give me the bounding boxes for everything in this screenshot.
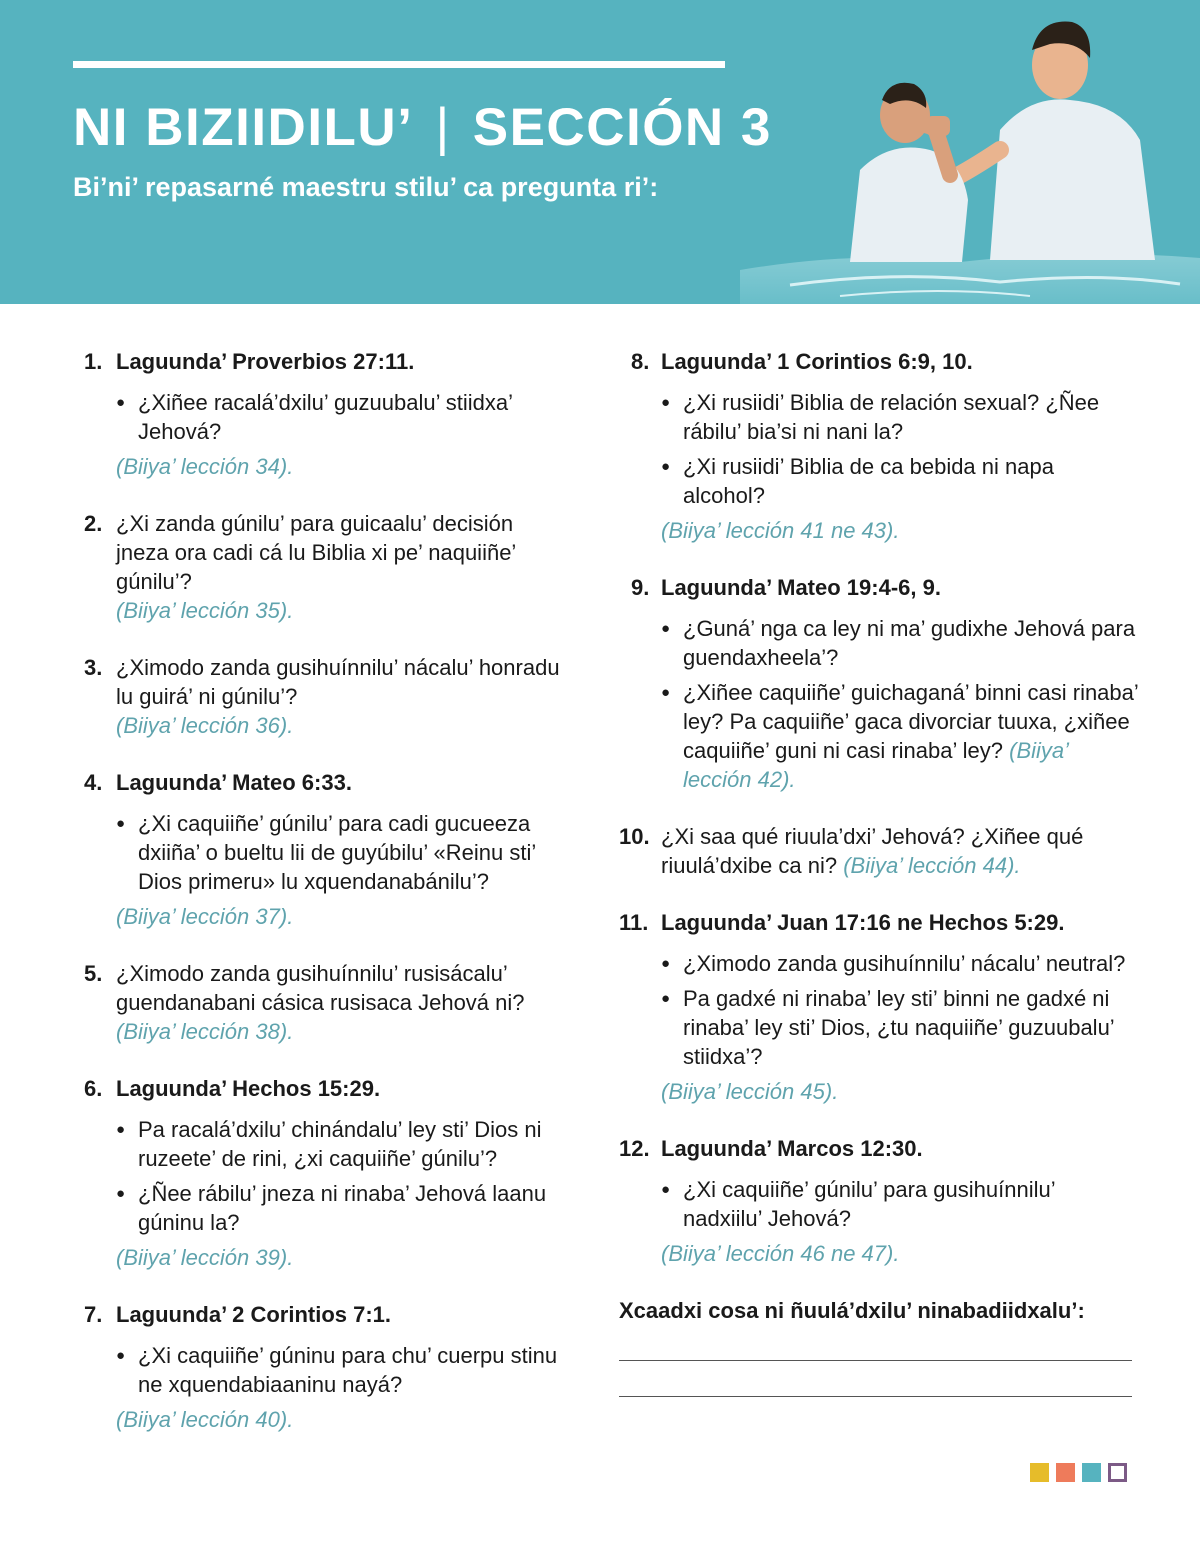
question-number: 7.: [84, 1302, 103, 1327]
question-7: [84, 1300, 564, 1434]
question-number: 10.: [619, 824, 650, 849]
notes-label: Xcaadxi cosa ni ñuulá’dxilu’ ninabadiidxalu’:: [619, 1298, 1085, 1323]
question-text: ¿Xi zanda gúnilu’ para guicaalu’ decisión jneza ora cadi cá lu Biblia xi pe’ naquiiñe’ gúnilu’?: [116, 511, 516, 594]
page-title: [73, 98, 772, 158]
bullet-list: [661, 1175, 1139, 1233]
orange-square: [1056, 1463, 1075, 1482]
bullet-list: [116, 1341, 564, 1399]
lesson-reference: (Biiya’ lección 42).: [683, 738, 1068, 792]
bullet-item: ● ¿Xi caquiiñe’ gúnilu’ para gusihuínnilu’ nadxiilu’ Jehová?: [661, 1175, 1139, 1233]
question-number: 8.: [631, 349, 650, 374]
header-banner: [0, 0, 1200, 304]
title-left: NI BIZIIDILU’: [73, 98, 414, 157]
question-number: 9.: [631, 575, 650, 600]
baptism-illustration: [700, 0, 1200, 304]
bullet-list: [116, 1115, 564, 1237]
question-2: [84, 509, 564, 625]
question-5: [84, 959, 564, 1046]
question-4: [84, 768, 564, 931]
question-number: 4.: [84, 770, 103, 795]
question-heading: Laguunda’ Marcos 12:30.: [661, 1136, 923, 1161]
teal-square: [1082, 1463, 1101, 1482]
question-number: 1.: [84, 349, 103, 374]
questions-right-column: [619, 347, 1139, 1397]
question-heading: Laguunda’ Proverbios 27:11.: [116, 349, 415, 374]
outlined-square: [1108, 1463, 1127, 1482]
bullet-item: ● Pa racalá’dxilu’ chinándalu’ ley sti’ Dios ni ruzeete’ de rini, ¿xi caquiiñe’ gúnilu’?: [116, 1115, 564, 1173]
bullet-list: [661, 388, 1139, 510]
question-heading: Laguunda’ 2 Corintios 7:1.: [116, 1302, 392, 1327]
question-3: [84, 653, 564, 740]
bullet-item: ● ¿Xi caquiiñe’ gúnilu’ para cadi gucueeza dxiiña’ o bueltu lii de guyúbilu’ «Reinu sti’ Dios primeru» lu xquendanabánilu’?: [116, 809, 564, 896]
question-heading: Laguunda’ Juan 17:16 ne Hechos 5:29.: [661, 910, 1065, 935]
question-heading: Laguunda’ 1 Corintios 6:9, 10.: [661, 349, 973, 374]
lesson-reference: (Biiya’ lección 40).: [116, 1407, 294, 1432]
lesson-reference: (Biiya’ lección 39).: [116, 1245, 294, 1270]
question-number: 11.: [619, 910, 649, 935]
lesson-reference: (Biiya’ lección 38).: [116, 1019, 294, 1044]
lesson-reference: (Biiya’ lección 44).: [843, 853, 1021, 878]
bullet-item: ● ¿Xi caquiiñe’ gúninu para chu’ cuerpu stinu ne xquendabiaaninu nayá?: [116, 1341, 564, 1399]
bullet-item: ● Pa gadxé ni rinaba’ ley sti’ binni ne gadxé ni rinaba’ ley sti’ Dios, ¿tu naquiiñe’ guzuubalu’ stiidxa’?: [661, 984, 1139, 1071]
bullet-list: [116, 388, 564, 446]
question-1: [84, 347, 564, 481]
bullet-list: [661, 949, 1139, 1071]
title-separator: |: [435, 98, 451, 157]
lesson-reference: (Biiya’ lección 35).: [116, 598, 294, 623]
question-text: ¿Xi saa qué riuula’dxi’ Jehová? ¿Xiñee qué riuulá’dxibe ca ni?: [661, 824, 1084, 878]
question-text: ¿Ximodo zanda gusihuínnilu’ nácalu’ honradu lu guirá’ ni gúnilu’?: [116, 655, 560, 709]
question-10: [619, 822, 1139, 880]
question-6: [84, 1074, 564, 1272]
lesson-reference: (Biiya’ lección 45).: [661, 1079, 839, 1104]
title-right: SECCIÓN 3: [472, 98, 772, 157]
page-subtitle: Bi’ni’ repasarné maestru stilu’ ca pregunta ri’:: [73, 172, 659, 202]
lesson-reference: (Biiya’ lección 34).: [116, 454, 294, 479]
lesson-reference: (Biiya’ lección 36).: [116, 713, 294, 738]
question-8: [619, 347, 1139, 545]
bullet-item-with-reference: [661, 678, 1139, 794]
color-squares: [1030, 1463, 1127, 1482]
lesson-reference: (Biiya’ lección 46 ne 47).: [661, 1241, 900, 1266]
bullet-item: ● ¿Xi rusiidi’ Biblia de relación sexual? ¿Ñee rábilu’ bia’si ni nani la?: [661, 388, 1139, 446]
question-number: 3.: [84, 655, 103, 680]
question-9: [619, 573, 1139, 794]
questions-left-column: [84, 347, 564, 1462]
question-text: ¿Ximodo zanda gusihuínnilu’ rusisácalu’ guendanabani cásica rusisaca Jehová ni?: [116, 961, 525, 1015]
question-number: 5.: [84, 961, 103, 986]
bullet-item: ● ¿Ñee rábilu’ jneza ni rinaba’ Jehová laanu gúninu la?: [116, 1179, 564, 1237]
question-11: [619, 908, 1139, 1106]
question-heading: Laguunda’ Hechos 15:29.: [116, 1076, 381, 1101]
question-number: 6.: [84, 1076, 103, 1101]
note-line[interactable]: [619, 1360, 1132, 1361]
bullet-item: ● ¿Xi rusiidi’ Biblia de ca bebida ni napa alcohol?: [661, 452, 1139, 510]
bullet-item: ● ¿Ximodo zanda gusihuínnilu’ nácalu’ neutral?: [661, 949, 1139, 978]
header-rule: [73, 61, 725, 68]
question-heading: Laguunda’ Mateo 6:33.: [116, 770, 352, 795]
question-number: 12.: [619, 1136, 650, 1161]
lesson-reference: (Biiya’ lección 37).: [116, 904, 294, 929]
bullet-item: ● ¿Xiñee racalá’dxilu’ guzuubalu’ stiidxa’ Jehová?: [116, 388, 564, 446]
yellow-square: [1030, 1463, 1049, 1482]
question-number: 2.: [84, 511, 103, 536]
bullet-list: [661, 614, 1139, 794]
note-line[interactable]: [619, 1396, 1132, 1397]
bullet-list: [116, 809, 564, 896]
question-heading: Laguunda’ Mateo 19:4-6, 9.: [661, 575, 941, 600]
question-12: [619, 1134, 1139, 1268]
bullet-item: ● ¿Guná’ nga ca ley ni ma’ gudixhe Jehová para guendaxheela’?: [661, 614, 1139, 672]
bullet-text: ¿Xiñee caquiiñe’ guichaganá’ binni casi rinaba’ ley? Pa caquiiñe’ gaca divorciar tuuxa, ¿xiñee caquiiñe’ guni ni casi rinaba’ ley?: [683, 680, 1138, 763]
lesson-reference: (Biiya’ lección 41 ne 43).: [661, 518, 900, 543]
